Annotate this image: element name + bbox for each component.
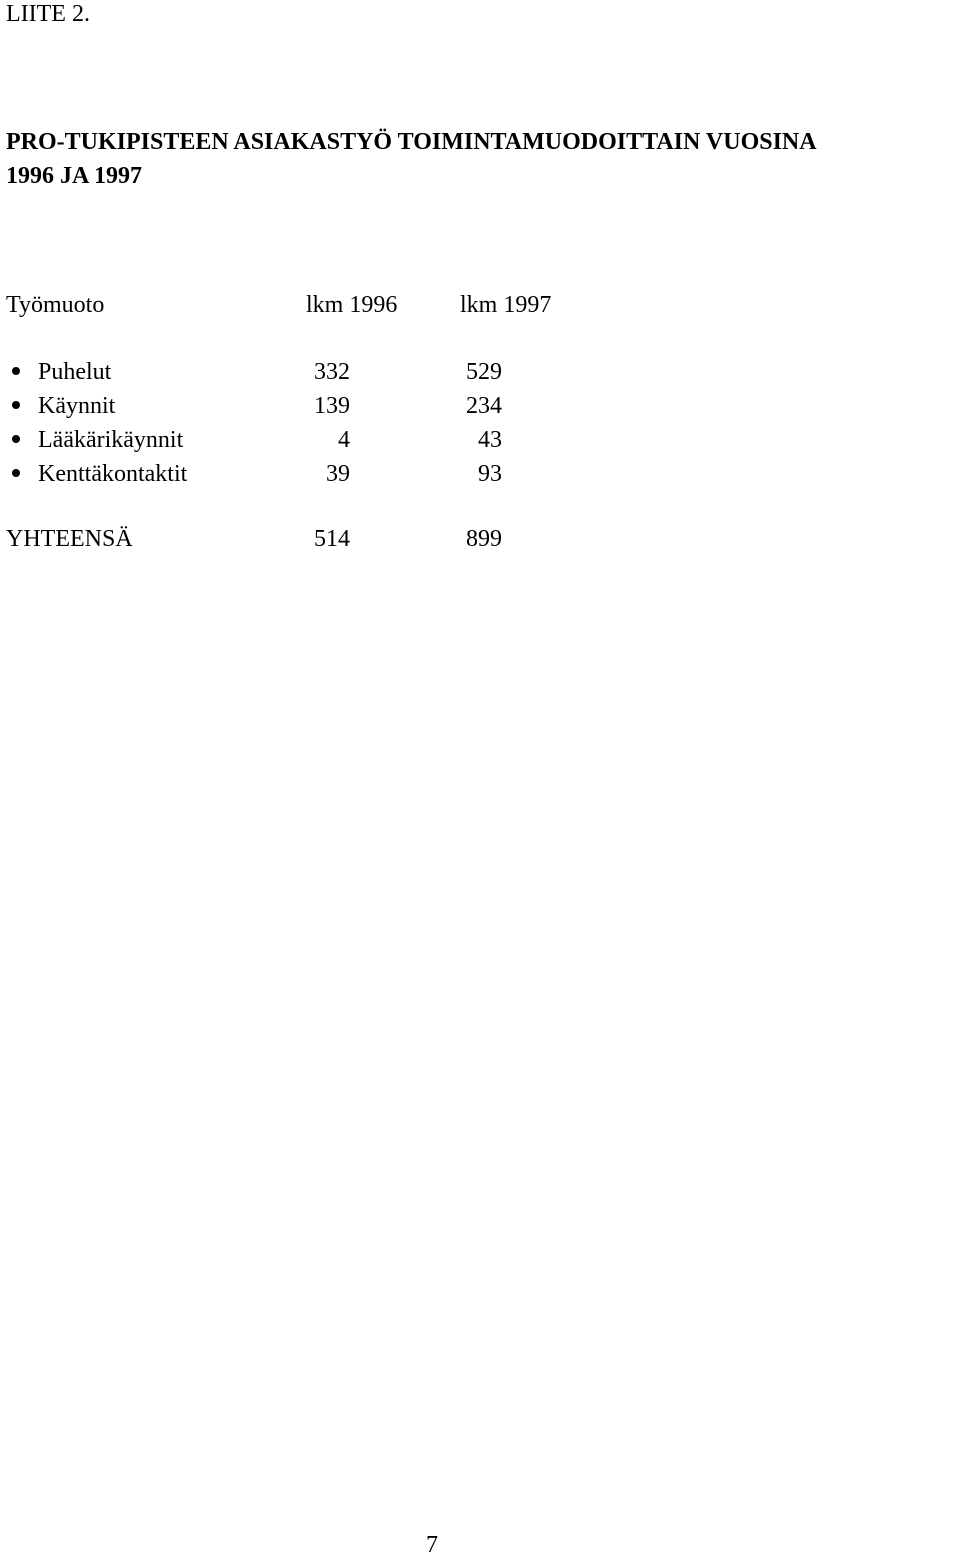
table-total-row: [0, 522, 960, 556]
row-count-1997: 43: [478, 427, 502, 453]
row-label: Lääkärikäynnit: [38, 427, 184, 453]
document-title-line-2: 1996 JA 1997: [6, 163, 143, 189]
row-count-1997: 529: [466, 359, 502, 385]
header-count-1997: lkm 1997: [460, 292, 552, 318]
bullet-icon: [12, 435, 20, 443]
table-row: [0, 389, 960, 423]
row-count-1997: 234: [466, 393, 502, 419]
row-count-1996: 39: [326, 461, 350, 487]
row-label: Kenttäkontaktit: [38, 461, 188, 487]
row-count-1996: 332: [314, 359, 350, 385]
table-row: [0, 423, 960, 457]
total-label: YHTEENSÄ: [6, 526, 133, 552]
header-work-type: Työmuoto: [6, 292, 105, 318]
row-count-1997: 93: [478, 461, 502, 487]
document-title-line-1: PRO-TUKIPISTEEN ASIAKASTYÖ TOIMINTAMUODOITTAIN VUOSINA: [6, 129, 817, 155]
row-count-1996: 139: [314, 393, 350, 419]
row-count-1996: 4: [338, 427, 350, 453]
bullet-icon: [12, 401, 20, 409]
page-number: 7: [426, 1532, 438, 1558]
row-label: Käynnit: [38, 393, 116, 419]
appendix-label: LIITE 2.: [6, 1, 90, 27]
header-count-1996: lkm 1996: [306, 292, 398, 318]
total-count-1997: 899: [466, 526, 502, 552]
table-row: [0, 355, 960, 389]
table-row: [0, 457, 960, 491]
bullet-icon: [12, 469, 20, 477]
row-label: Puhelut: [38, 359, 112, 385]
bullet-icon: [12, 367, 20, 375]
document-title: [6, 125, 960, 193]
total-count-1996: 514: [314, 526, 350, 552]
